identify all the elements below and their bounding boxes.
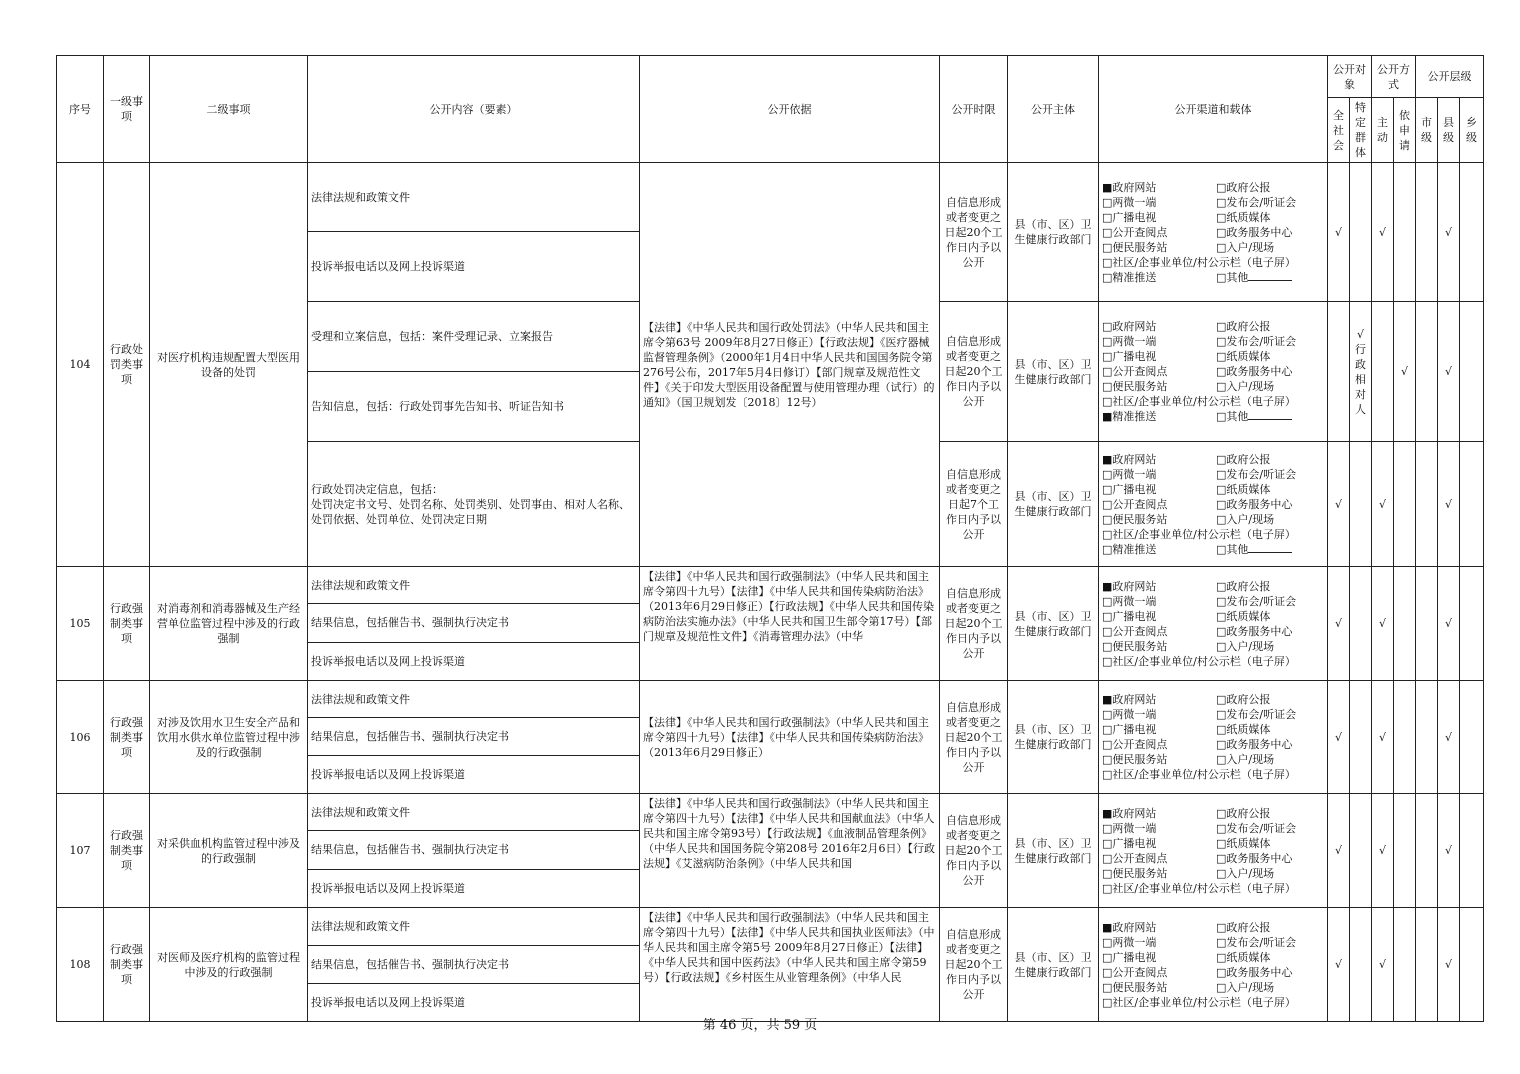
row-level1: 行政强制类事项 [104,794,150,908]
tick-level-county: √ [1438,442,1460,567]
row-time: 自信息形成或者变更之日起20个工作日内予以公开 [940,163,1008,302]
row-subject: 县（市、区）卫生健康行政部门 [1008,442,1099,567]
header-time: 公开时限 [940,56,1008,163]
tick-obj-all: √ [1328,794,1350,908]
row-level1: 行政处罚类事项 [104,163,150,567]
tick-obj-all: √ [1328,681,1350,794]
content-item: 投诉举报电话以及网上投诉渠道 [308,984,640,1022]
header-subject: 公开主体 [1008,56,1099,163]
row-level2: 对采供血机构监管过程中涉及的行政强制 [150,794,308,908]
row-basis: 【法律】《中华人民共和国行政强制法》（中华人民共和国主席令第四十九号）【法律】《中华人民共和国传染病防治法》（2013年6月29日修正）【行政法规】《中华人民共和国传染病防治法实施办法》（中华人民共和国卫生部令第17号）【部门规章及规范性文件】《消毒管理办法》（中华 [640,567,940,681]
specific-group-target: √行政相对人 [1350,302,1372,442]
content-item: 法律法规和政策文件 [308,794,640,831]
row-time: 自信息形成或者变更之日起7个工作日内予以公开 [940,442,1008,567]
row-level1: 行政强制类事项 [104,908,150,1022]
row-basis: 【法律】《中华人民共和国行政强制法》（中华人民共和国主席令第四十九号）【法律】《中华人民共和国传染病防治法》（2013年6月29日修正） [640,681,940,794]
row-time: 自信息形成或者变更之日起20个工作日内予以公开 [940,567,1008,681]
tick-method-active: √ [1372,567,1394,681]
tick-obj-all: √ [1328,442,1350,567]
tick-method-active: √ [1372,163,1394,302]
channel-block: ■政府网站 □政府公报 □两微一端 □发布会/听证会 □广播电视 □纸质媒体 □公开查阅点 □政务服务中心 □便民服务站 □入户/现场 □社区/企事业单位/村公示栏（电子屏） [1099,681,1328,794]
row-subject: 县（市、区）卫生健康行政部门 [1008,908,1099,1022]
row-time: 自信息形成或者变更之日起20个工作日内予以公开 [940,681,1008,794]
row-time: 自信息形成或者变更之日起20个工作日内予以公开 [940,908,1008,1022]
row-subject: 县（市、区）卫生健康行政部门 [1008,163,1099,302]
row-level1: 行政强制类事项 [104,567,150,681]
channel-block: ■政府网站 □政府公报 □两微一端 □发布会/听证会 □广播电视 □纸质媒体 □公开查阅点 □政务服务中心 □便民服务站 □入户/现场 □社区/企事业单位/村公示栏（电子屏） [1099,794,1328,908]
row-level1: 行政强制类事项 [104,681,150,794]
header-basis: 公开依据 [640,56,940,163]
content-item: 投诉举报电话以及网上投诉渠道 [308,756,640,794]
row-seq: 108 [57,908,104,1022]
header-channel: 公开渠道和载体 [1099,56,1328,163]
tick-level-county: √ [1438,794,1460,908]
content-item: 受理和立案信息，包括：案件受理记录、立案报告 [308,302,640,372]
header-method-active: 主动 [1372,98,1394,163]
tick-level-county: √ [1438,163,1460,302]
tick-obj-all: √ [1328,567,1350,681]
content-item: 投诉举报电话以及网上投诉渠道 [308,869,640,907]
row-seq: 104 [57,163,104,567]
header-level-city: 市级 [1416,98,1438,163]
content-item: 法律法规和政策文件 [308,567,640,604]
header-level: 公开层级 [1416,56,1484,98]
row-time: 自信息形成或者变更之日起20个工作日内予以公开 [940,302,1008,442]
row-level2: 对消毒剂和消毒器械及生产经营单位监管过程中涉及的行政强制 [150,567,308,681]
row-level2: 对医疗机构违规配置大型医用设备的处罚 [150,163,308,567]
header-level-town: 乡级 [1460,98,1484,163]
content-item: 法律法规和政策文件 [308,163,640,232]
tick-obj-all: √ [1328,163,1350,302]
header-level2: 二级事项 [150,56,308,163]
row-level2: 对医师及医疗机构的监管过程中涉及的行政强制 [150,908,308,1022]
header-level-county: 县级 [1438,98,1460,163]
table-row [57,794,1484,831]
content-item: 告知信息，包括：行政处罚事先告知书、听证告知书 [308,372,640,442]
tick-obj-all: √ [1328,908,1350,1022]
row-seq: 105 [57,567,104,681]
tick-method-active: √ [1372,442,1394,567]
channel-checked: ■政府网站 [1102,180,1157,194]
channel-block: ■政府网站 □政府公报 □两微一端 □发布会/听证会 □广播电视 □纸质媒体 □公开查阅点 □政务服务中心 □便民服务站 □入户/现场 □社区/企事业单位/村公示栏（电子屏） □精准推送 □其他 [1099,163,1328,302]
content-item: 法律法规和政策文件 [308,681,640,718]
content-item: 结果信息，包括催告书、强制执行决定书 [308,831,640,869]
page-footer: 第 46 页，共 59 页 [702,1018,818,1033]
channel-block: □政府网站 □政府公报 □两微一端 □发布会/听证会 □广播电视 □纸质媒体 □公开查阅点 □政务服务中心 □便民服务站 □入户/现场 □社区/企事业单位/村公示栏（电子屏） ■精准推送 □其他 [1099,302,1328,442]
row-subject: 县（市、区）卫生健康行政部门 [1008,567,1099,681]
content-item: 结果信息，包括催告书、强制执行决定书 [308,945,640,984]
disclosure-table-sheet [56,55,1483,1018]
row-level2: 对涉及饮用水卫生安全产品和饮用水供水单位监管过程中涉及的行政强制 [150,681,308,794]
channel-checked: ■政府网站 [1102,579,1157,593]
content-item: 投诉举报电话以及网上投诉渠道 [308,642,640,680]
header-method: 公开方式 [1372,56,1416,98]
header-obj-specific: 特定群体 [1350,98,1372,163]
table-row [57,567,1484,604]
channel-block: ■政府网站 □政府公报 □两微一端 □发布会/听证会 □广播电视 □纸质媒体 □公开查阅点 □政务服务中心 □便民服务站 □入户/现场 □社区/企事业单位/村公示栏（电子屏） [1099,567,1328,681]
tick-method-active: √ [1372,681,1394,794]
channel-checked: ■政府网站 [1102,920,1157,934]
row-subject: 县（市、区）卫生健康行政部门 [1008,302,1099,442]
row-seq: 107 [57,794,104,908]
tick-level-county: √ [1438,302,1460,442]
content-item: 法律法规和政策文件 [308,908,640,946]
table-row [57,163,1484,232]
table-row [57,908,1484,946]
row-subject: 县（市、区）卫生健康行政部门 [1008,681,1099,794]
channel-checked: ■政府网站 [1102,806,1157,820]
row-time: 自信息形成或者变更之日起20个工作日内予以公开 [940,794,1008,908]
channel-checked: ■政府网站 [1102,452,1157,466]
content-item: 结果信息，包括催告书、强制执行决定书 [308,604,640,642]
channel-checked: ■精准推送 [1102,410,1157,423]
tick-level-county: √ [1438,908,1460,1022]
row-basis: 【法律】《中华人民共和国行政强制法》（中华人民共和国主席令第四十九号）【法律】《中华人民共和国执业医师法》（中华人民共和国主席令第5号 2009年8月27日修正）【法律】《中华人民共和国中医药法》（中华人民共和国主席令第59号）【行政法规】《乡村医生从业管理条例》（中华人民 [640,908,940,1022]
tick-method-apply: √ [1394,302,1416,442]
channel-checked: ■政府网站 [1102,693,1157,706]
row-seq: 106 [57,681,104,794]
table-row [57,681,1484,718]
tick-method-active: √ [1372,794,1394,908]
tick-method-active: √ [1372,908,1394,1022]
header-method-apply: 依申请 [1394,98,1416,163]
tick-level-county: √ [1438,567,1460,681]
content-item: 结果信息，包括催告书、强制执行决定书 [308,718,640,756]
channel-block: ■政府网站 □政府公报 □两微一端 □发布会/听证会 □广播电视 □纸质媒体 □公开查阅点 □政务服务中心 □便民服务站 □入户/现场 □社区/企事业单位/村公示栏（电子屏） □精准推送 □其他 [1099,442,1328,567]
row-basis: 【法律】《中华人民共和国行政处罚法》（中华人民共和国主席令第63号 2009年8月27日修正）【行政法规】《医疗器械监督管理条例》（2000年1月4日中华人民共和国国务院令第276号公布，2017年5月4日修订）【部门规章及规范性文件】《关于印发大型医用设备配置与使用管理办理（试行）的通知》（国卫规划发〔2018〕12号） [640,163,940,567]
header-level1: 一级事项 [104,56,150,163]
header-content: 公开内容（要素） [308,56,640,163]
channel-block: ■政府网站 □政府公报 □两微一端 □发布会/听证会 □广播电视 □纸质媒体 □公开查阅点 □政务服务中心 □便民服务站 □入户/现场 □社区/企事业单位/村公示栏（电子屏） [1099,908,1328,1022]
header-object: 公开对象 [1328,56,1372,98]
disclosure-table [56,55,1484,1022]
content-item: 行政处罚决定信息，包括： 处罚决定书文号、处罚名称、处罚类别、处罚事由、相对人名称、处罚依据、处罚单位、处罚决定日期 [308,442,640,567]
header-obj-all: 全社会 [1328,98,1350,163]
content-item: 投诉举报电话以及网上投诉渠道 [308,232,640,302]
tick-level-county: √ [1438,681,1460,794]
row-basis: 【法律】《中华人民共和国行政强制法》（中华人民共和国主席令第四十九号）【法律】《中华人民共和国献血法》（中华人民共和国主席令第93号）【行政法规】《血液制品管理条例》（中华人民共和国国务院令第208号 2016年2月6日）【行政法规】《艾滋病防治条例》（中华人民共和国 [640,794,940,908]
row-subject: 县（市、区）卫生健康行政部门 [1008,794,1099,908]
header-seq: 序号 [57,56,104,163]
